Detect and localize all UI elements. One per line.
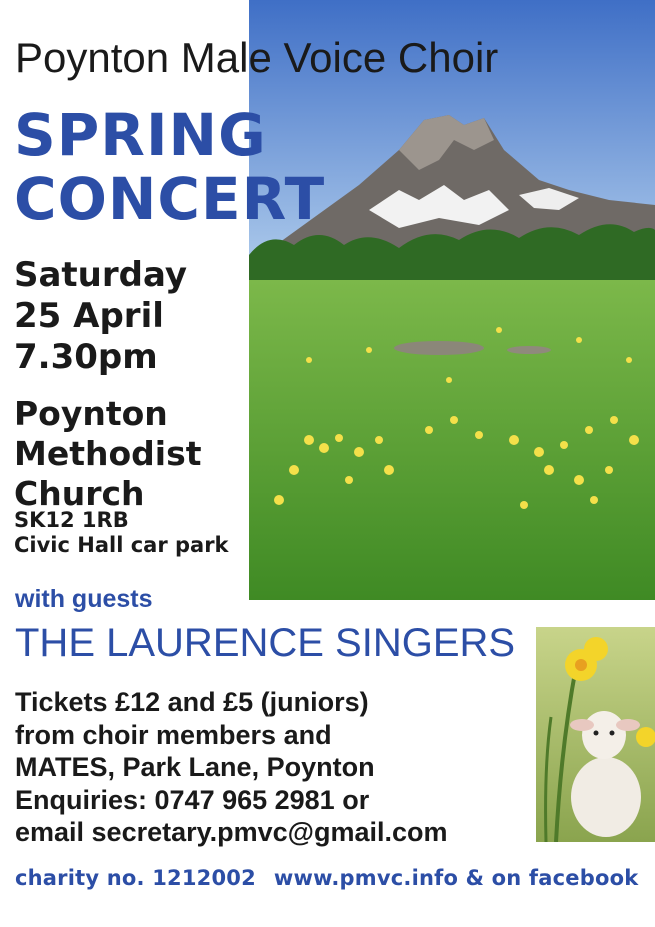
- venue-details: [14, 508, 229, 558]
- ticket-line2: from choir members and: [15, 719, 332, 750]
- venue-postcode: SK12 1RB: [14, 508, 129, 532]
- mountain-meadow-daffodils-photo: [249, 0, 655, 600]
- guests-name: THE LAURENCE SINGERS: [15, 621, 516, 665]
- venue-line3: Church: [14, 474, 145, 513]
- event-title-line1: SPRING: [14, 101, 267, 169]
- venue-line1: Poynton: [14, 394, 168, 433]
- event-title-line2: CONCERT: [14, 165, 326, 233]
- website-link: www.pmvc.info & on facebook: [273, 866, 639, 890]
- ticket-line4: Enquiries: 0747 965 2981 or: [15, 784, 370, 815]
- lamb-daffodils-photo: [536, 627, 655, 842]
- ticket-line1: Tickets £12 and £5 (juniors): [15, 687, 369, 717]
- guests-intro: with guests: [15, 585, 153, 613]
- ticket-line5: email secretary.pmvc@gmail.com: [15, 817, 448, 847]
- choir-name: Poynton Male Voice Choir: [15, 34, 499, 81]
- event-date-time: [14, 255, 187, 378]
- footer: [15, 866, 655, 890]
- event-time: 7.30pm: [14, 337, 158, 377]
- ticket-line3: MATES, Park Lane, Poynton: [15, 752, 375, 782]
- event-day: Saturday: [14, 255, 188, 295]
- event-title: [14, 103, 325, 231]
- event-date: 25 April: [14, 296, 164, 336]
- venue-parking: Civic Hall car park: [14, 533, 229, 557]
- venue-name: [14, 394, 202, 514]
- venue-line2: Methodist: [14, 434, 202, 473]
- ticket-info: [15, 686, 448, 849]
- charity-number: charity no. 1212002: [15, 866, 256, 890]
